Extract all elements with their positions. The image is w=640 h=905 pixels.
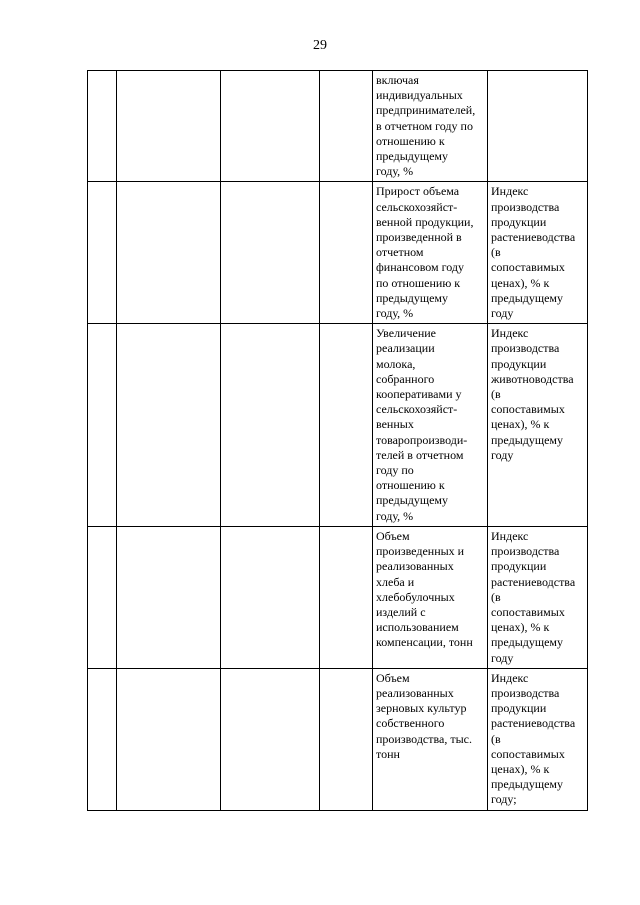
indicator-text: Прирост объема сельскохозяйст- венной продукции, произведенной в отчетном финансовом году по отношению к предыдущему году, % xyxy=(376,184,474,321)
table-cell-empty xyxy=(320,71,373,182)
table-cell-empty xyxy=(88,324,117,527)
table-cell-empty xyxy=(88,526,117,668)
basis-text: Индекс производства продукции животноводства (в сопоставимых ценах), % к предыдущему году xyxy=(491,326,574,462)
table-cell-empty xyxy=(221,668,320,810)
indicator-text: включая индивидуальных предпринимателей, в отчетном году по отношению к предыдущему году, % xyxy=(376,73,476,179)
table-cell-empty xyxy=(221,324,320,527)
indicator-text: Объем реализованных зерновых культур собственного производства, тыс. тонн xyxy=(376,670,472,761)
basis-cell xyxy=(488,71,588,182)
table-cell-empty xyxy=(320,182,373,324)
table-cell-empty xyxy=(221,526,320,668)
basis-text: Индекс производства продукции растениеводства (в сопоставимых ценах), % к предыдущему году; xyxy=(491,670,576,807)
indicator-cell xyxy=(373,182,488,324)
table-cell-empty xyxy=(117,71,221,182)
indicator-cell xyxy=(373,668,488,810)
table-cell-empty xyxy=(221,182,320,324)
table-cell-empty xyxy=(117,668,221,810)
basis-cell xyxy=(488,324,588,527)
table-cell-empty xyxy=(88,71,117,182)
indicator-cell xyxy=(373,324,488,527)
table-cell-empty xyxy=(117,182,221,324)
basis-cell xyxy=(488,526,588,668)
table-cell-empty xyxy=(117,324,221,527)
indicator-text: Объем произведенных и реализованных хлеба и хлебобулочных изделий с использованием компенсации, тонн xyxy=(376,528,473,650)
table-row xyxy=(88,324,588,527)
table-row xyxy=(88,668,588,810)
table-cell-empty xyxy=(320,324,373,527)
indicator-cell xyxy=(373,71,488,182)
table-cell-empty xyxy=(88,182,117,324)
table-cell-empty xyxy=(221,71,320,182)
table-cell-empty xyxy=(320,668,373,810)
page-number: 29 xyxy=(313,38,327,53)
basis-text: Индекс производства продукции растениеводства (в сопоставимых ценах), % к предыдущему году xyxy=(491,528,576,665)
table-row xyxy=(88,526,588,668)
table-cell-empty xyxy=(320,526,373,668)
table-row xyxy=(88,182,588,324)
indicator-text: Увеличение реализации молока, собранного кооперативами у сельскохозяйст- венных товаропроизводи- телей в отчетном году по отношению к предыдущему году, % xyxy=(376,326,468,523)
basis-cell xyxy=(488,182,588,324)
document-table xyxy=(87,70,588,811)
table-row xyxy=(88,71,588,182)
table-cell-empty xyxy=(88,668,117,810)
basis-text: Индекс производства продукции растениеводства (в сопоставимых ценах), % к предыдущему году xyxy=(491,184,576,321)
table-cell-empty xyxy=(117,526,221,668)
indicator-cell xyxy=(373,526,488,668)
basis-cell xyxy=(488,668,588,810)
